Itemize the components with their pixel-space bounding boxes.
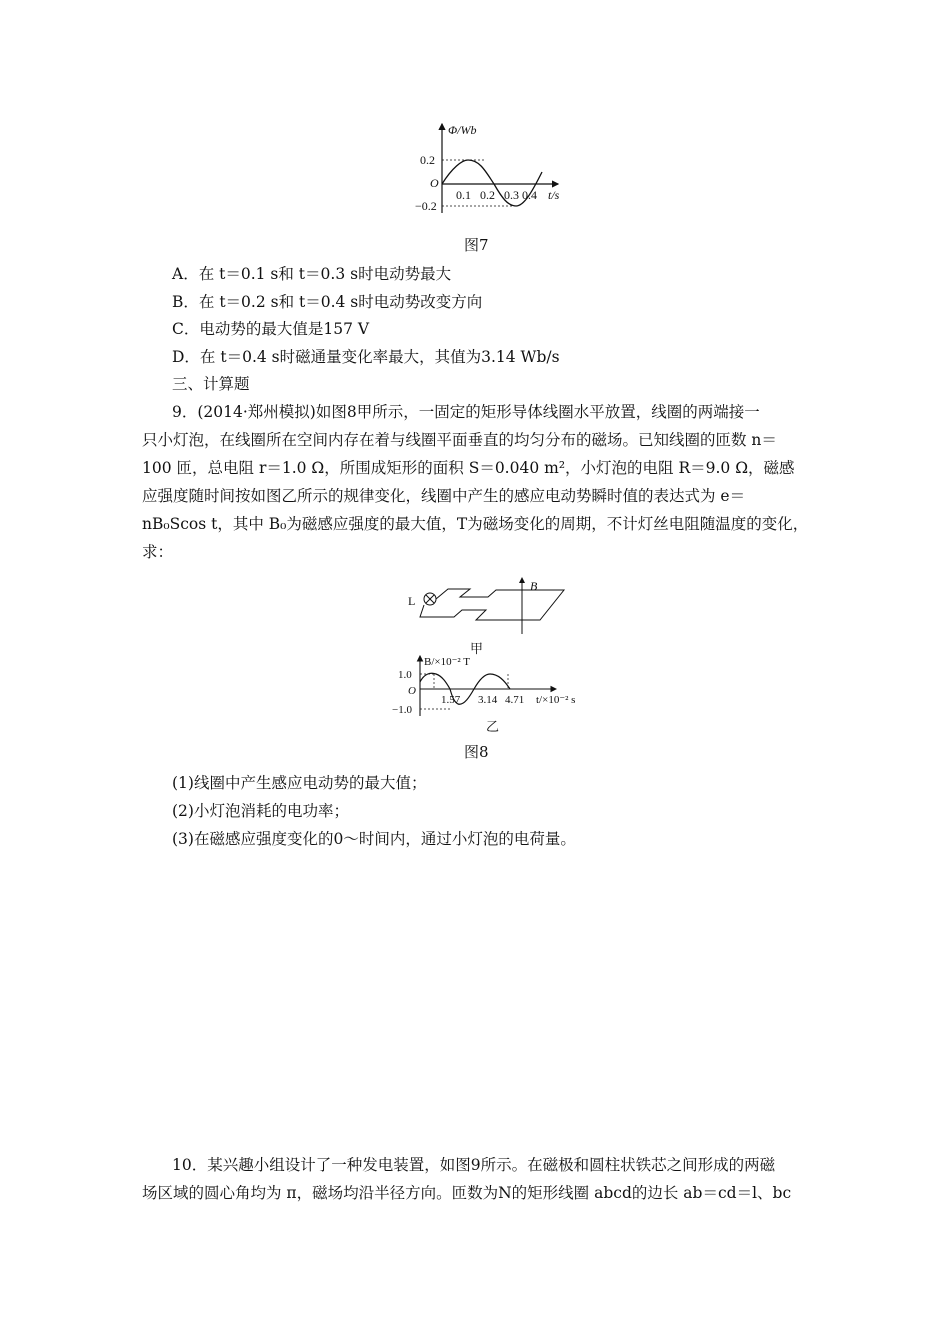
fig7-tick: 0.2 bbox=[480, 188, 495, 202]
q9-line: 只小灯泡，在线圈所在空间内存在着与线圈平面垂直的均匀分布的磁场。已知线圈的匝数 n＝ bbox=[142, 431, 777, 449]
q9-line: 9．(2014·郑州模拟)如图8甲所示，一固定的矩形导体线圈水平放置，线圈的两端接一 bbox=[172, 403, 760, 421]
section-heading: 三、计算题 bbox=[172, 375, 250, 393]
option-b: B．在 t＝0.2 s和 t＝0.4 s时电动势改变方向 bbox=[172, 293, 483, 311]
q10-line: 场区域的圆心角均为 π，磁场均沿半径方向。匝数为N的矩形线圈 abcd的边长 ab＝cd＝l、bc bbox=[142, 1184, 792, 1202]
figure-7-graph bbox=[410, 118, 580, 218]
fig8-tick: 3.14 bbox=[478, 694, 498, 706]
fig8-tick: 1.57 bbox=[441, 694, 461, 706]
fig7-y-neg: −0.2 bbox=[415, 199, 437, 213]
fig8-origin: O bbox=[408, 685, 416, 697]
figure-8b-label: 乙 bbox=[486, 720, 500, 735]
option-d: D．在 t＝0.4 s时磁通量变化率最大，其值为3.14 Wb/s bbox=[172, 348, 560, 366]
fig8-y-neg: −1.0 bbox=[392, 704, 412, 716]
q10-line: 10．某兴趣小组设计了一种发电装置，如图9所示。在磁极和圆柱状铁芯之间形成的两磁 bbox=[172, 1156, 776, 1174]
fig7-y-label: Φ/Wb bbox=[448, 123, 477, 137]
subquestion-3: (3)在磁感应强度变化的0～时间内，通过小灯泡的电荷量。 bbox=[172, 830, 576, 848]
subquestion-1: (1)线圈中产生感应电动势的最大值； bbox=[172, 774, 427, 792]
b-field-label: B bbox=[530, 579, 538, 593]
option-a: A．在 t＝0.1 s和 t＝0.3 s时电动势最大 bbox=[172, 265, 452, 283]
fig8-x-label: t/×10⁻² s bbox=[536, 694, 576, 706]
q9-line: nB₀Scos t，其中 B₀为磁感应强度的最大值，T为磁场变化的周期，不计灯丝电阻随温度的变化， bbox=[142, 515, 809, 533]
figure-8a-label: 甲 bbox=[470, 642, 484, 657]
option-c: C．电动势的最大值是157 V bbox=[172, 320, 370, 338]
figure-7-caption: 图7 bbox=[464, 236, 489, 254]
figure-8b-graph bbox=[384, 652, 604, 718]
figure-8-caption: 图8 bbox=[464, 743, 489, 761]
wire-loop bbox=[420, 589, 564, 620]
q9-line: 100 匝，总电阻 r＝1.0 Ω，所围成矩形的面积 S＝0.040 m²，小灯泡的电阻 R＝9.0 Ω，磁感 bbox=[142, 459, 795, 477]
fig7-x-label: t/s bbox=[548, 188, 560, 202]
fig7-tick: 0.3 bbox=[504, 188, 519, 202]
q9-line: 应强度随时间按如图乙所示的规律变化，线圈中产生的感应电动势瞬时值的表达式为 e＝ bbox=[142, 487, 746, 505]
q9-line: 求： bbox=[142, 543, 174, 561]
fig8-y-label: B/×10⁻² T bbox=[424, 656, 470, 668]
fig8-y-pos: 1.0 bbox=[398, 669, 412, 681]
fig7-origin: O bbox=[430, 176, 439, 190]
subquestion-2: (2)小灯泡消耗的电功率； bbox=[172, 802, 349, 820]
fig8-tick: 4.71 bbox=[505, 694, 525, 706]
fig7-y-pos: 0.2 bbox=[420, 153, 435, 167]
fig7-tick: 0.1 bbox=[456, 188, 471, 202]
fig7-tick: 0.4 bbox=[522, 188, 537, 202]
lamp-label: L bbox=[408, 594, 416, 608]
